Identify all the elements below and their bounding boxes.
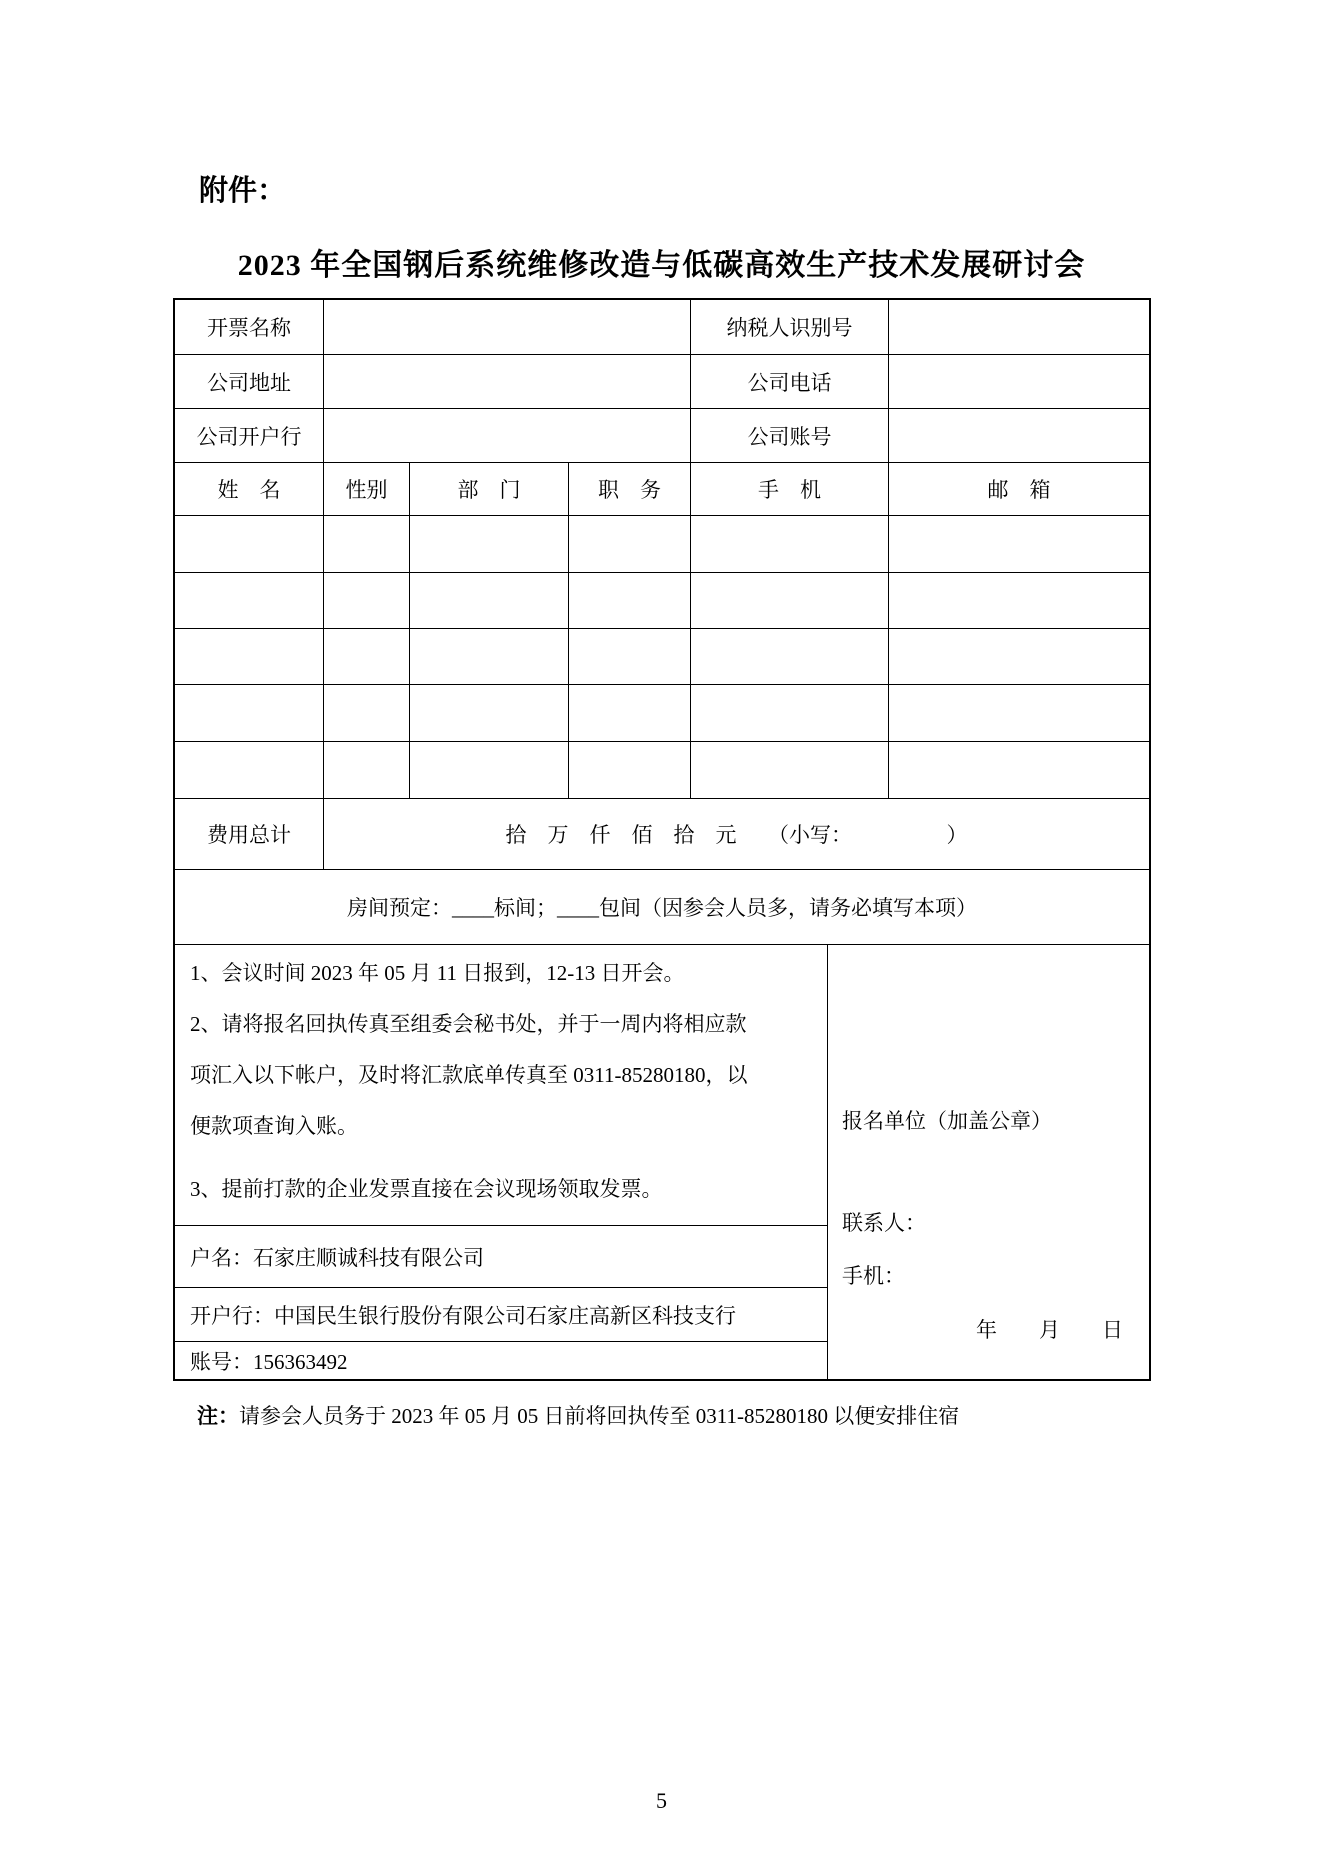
fee-total-value: 拾 万 仟 佰 拾 元 （小写： ） bbox=[505, 823, 968, 847]
attendee-cell bbox=[569, 573, 691, 628]
field-label-invoice-name: 开票名称 bbox=[175, 300, 324, 354]
attendee-cell bbox=[889, 516, 1149, 572]
field-label-company-address: 公司地址 bbox=[175, 355, 324, 408]
attendee-cell bbox=[175, 685, 324, 741]
attendee-cell bbox=[691, 573, 889, 628]
attendee-row bbox=[175, 685, 1149, 742]
attendee-cell bbox=[569, 742, 691, 798]
field-label-company-phone: 公司电话 bbox=[691, 355, 889, 408]
registration-form-table bbox=[173, 298, 1151, 1381]
signature-area bbox=[828, 945, 1149, 1379]
field-cell-company-bank-value bbox=[324, 409, 691, 462]
col-header-mobile: 手 机 bbox=[691, 463, 889, 515]
attendee-cell bbox=[410, 629, 569, 684]
col-header-department: 部 门 bbox=[410, 463, 569, 515]
attendee-cell bbox=[175, 573, 324, 628]
col-header-gender: 性别 bbox=[324, 463, 410, 515]
info-row-invoice-name bbox=[175, 300, 1149, 355]
attendee-row bbox=[175, 516, 1149, 573]
attendee-cell bbox=[889, 742, 1149, 798]
note-line: 1、会议时间 2023 年 05 月 11 日报到，12-13 日开会。 bbox=[190, 961, 685, 985]
field-label-company-account: 公司账号 bbox=[691, 409, 889, 462]
note-line: 项汇入以下帐户，及时将汇款底单传真至 0311-85280180，以 bbox=[190, 1063, 748, 1087]
fee-total-row bbox=[175, 799, 1149, 870]
field-cell-taxpayer-id-value bbox=[889, 300, 1149, 354]
footnote-prefix: 注： bbox=[197, 1404, 239, 1428]
note-line: 便款项查询入账。 bbox=[190, 1114, 358, 1138]
attendee-cell bbox=[410, 516, 569, 572]
attendee-header-row bbox=[175, 463, 1149, 516]
field-label-taxpayer-id: 纳税人识别号 bbox=[691, 300, 889, 354]
footnote bbox=[197, 1400, 959, 1430]
attendee-cell bbox=[889, 685, 1149, 741]
bottom-left-column bbox=[175, 945, 828, 1379]
field-label-company-bank: 公司开户行 bbox=[175, 409, 324, 462]
col-header-name: 姓 名 bbox=[175, 463, 324, 515]
footnote-text: 请参会人员务于 2023 年 05 月 05 日前将回执传至 0311-85280180 以便安排住宿 bbox=[239, 1404, 960, 1428]
bank-branch-row: 开户行：中国民生银行股份有限公司石家庄高新区科技支行 bbox=[175, 1288, 827, 1342]
attendee-cell bbox=[324, 629, 410, 684]
field-cell-invoice-name-value bbox=[324, 300, 691, 354]
field-cell-company-address-value bbox=[324, 355, 691, 408]
attendee-cell bbox=[889, 573, 1149, 628]
attendee-row bbox=[175, 742, 1149, 799]
account-number-row: 账号：156363492 bbox=[190, 1349, 348, 1374]
field-cell-company-account-value bbox=[889, 409, 1149, 462]
attendee-cell bbox=[175, 629, 324, 684]
account-holder-row: 户名：石家庄顺诚科技有限公司 bbox=[175, 1226, 827, 1288]
attendee-cell bbox=[324, 685, 410, 741]
signature-unit-label: 报名单位（加盖公章） bbox=[842, 1109, 1052, 1133]
attendee-cell bbox=[691, 516, 889, 572]
info-row-company-bank bbox=[175, 409, 1149, 463]
attendee-cell bbox=[410, 742, 569, 798]
col-header-position: 职 务 bbox=[569, 463, 691, 515]
field-cell-company-phone-value bbox=[889, 355, 1149, 408]
room-reservation-row bbox=[175, 870, 1149, 945]
attendee-cell bbox=[569, 685, 691, 741]
attendee-cell bbox=[691, 685, 889, 741]
bottom-section bbox=[175, 945, 1149, 1379]
signature-contact-label: 联系人： bbox=[842, 1211, 926, 1235]
attendee-cell bbox=[569, 629, 691, 684]
attendee-cell bbox=[175, 742, 324, 798]
attendee-cell bbox=[410, 685, 569, 741]
notes-cell bbox=[175, 945, 827, 1226]
info-row-company-address bbox=[175, 355, 1149, 409]
attendee-cell bbox=[324, 573, 410, 628]
page-title: 2023 年全国钢后系统维修改造与低碳高效生产技术发展研讨会 bbox=[237, 249, 1086, 282]
attendee-row bbox=[175, 629, 1149, 685]
attendee-cell bbox=[324, 742, 410, 798]
note-line: 2、请将报名回执传真至组委会秘书处，并于一周内将相应款 bbox=[190, 1012, 747, 1036]
attendee-cell bbox=[175, 516, 324, 572]
page-number: 5 bbox=[656, 1788, 667, 1813]
attachment-label: 附件： bbox=[199, 175, 287, 207]
room-reservation-text: 房间预定：____标间；____包间（因参会人员多，请务必填写本项） bbox=[347, 896, 977, 920]
attendee-cell bbox=[569, 516, 691, 572]
attendee-cell bbox=[410, 573, 569, 628]
note-line: 3、提前打款的企业发票直接在会议现场领取发票。 bbox=[190, 1177, 663, 1201]
signature-phone-label: 手机： bbox=[842, 1264, 905, 1288]
attendee-cell bbox=[889, 629, 1149, 684]
attendee-cell bbox=[324, 516, 410, 572]
attendee-row bbox=[175, 573, 1149, 629]
attendee-cell bbox=[691, 629, 889, 684]
attendee-cell bbox=[691, 742, 889, 798]
col-header-email: 邮 箱 bbox=[987, 478, 1051, 502]
signature-date-label: 年 月 日 bbox=[976, 1318, 1123, 1342]
fee-total-label: 费用总计 bbox=[175, 799, 324, 869]
